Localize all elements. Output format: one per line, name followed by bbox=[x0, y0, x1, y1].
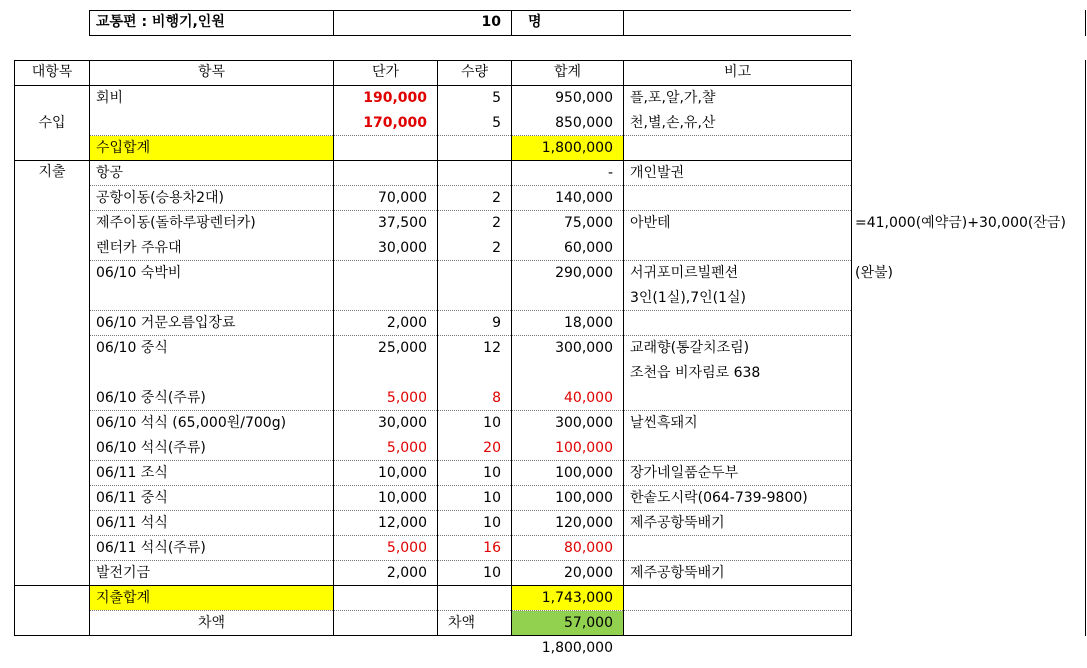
expense-total: 100,000 bbox=[555, 490, 613, 506]
expense-qty: 9 bbox=[492, 315, 501, 331]
expense-note: 한솥도시락(064-739-9800) bbox=[630, 490, 808, 506]
income-price: 170,000 bbox=[363, 115, 427, 131]
expense-price: 2,000 bbox=[386, 315, 427, 331]
col-header-total: 합계 bbox=[553, 64, 582, 80]
income-total: 850,000 bbox=[555, 115, 613, 131]
income-qty: 5 bbox=[492, 90, 501, 106]
expense-note bbox=[624, 311, 851, 336]
category-income: 수입 bbox=[38, 115, 66, 131]
expense-total: 40,000 bbox=[564, 390, 613, 406]
expense-item: 렌터카 주유대 bbox=[96, 240, 182, 256]
expense-qty: 12 bbox=[483, 340, 501, 356]
income-qty: 5 bbox=[492, 115, 501, 131]
expense-qty: 10 bbox=[483, 515, 501, 531]
expense-price: 10,000 bbox=[378, 465, 427, 481]
expense-total: 100,000 bbox=[555, 465, 613, 481]
expense-qty: 10 bbox=[483, 565, 501, 581]
expense-price bbox=[334, 261, 437, 286]
expense-total: 18,000 bbox=[564, 315, 613, 331]
expense-note: 날씬흑돼지 bbox=[630, 415, 698, 431]
people-count: 10 bbox=[481, 14, 501, 30]
expense-note: 제주공항뚝배기 bbox=[630, 565, 725, 581]
expense-qty: 2 bbox=[492, 240, 501, 256]
expense-item: 06/10 숙박비 bbox=[96, 265, 182, 281]
expense-item: 발전기금 bbox=[96, 565, 151, 581]
expense-note bbox=[624, 386, 851, 411]
income-note: 플,포,알,가,챨 bbox=[630, 90, 716, 106]
expense-extra-note: (완불) bbox=[855, 265, 893, 281]
expense-subtotal-value: 1,743,000 bbox=[541, 590, 613, 606]
expense-qty: 10 bbox=[483, 415, 501, 431]
expense-total: 80,000 bbox=[564, 540, 613, 556]
expense-price: 5,000 bbox=[386, 440, 427, 456]
expense-price: 5,000 bbox=[386, 390, 427, 406]
expense-qty: 2 bbox=[492, 215, 501, 231]
expense-qty: 10 bbox=[483, 465, 501, 481]
expense-total: 290,000 bbox=[555, 265, 613, 281]
income-price: 190,000 bbox=[363, 90, 427, 106]
expense-qty: 20 bbox=[483, 440, 501, 456]
expense-note-line2: 조천읍 비자림로 638 bbox=[630, 365, 761, 381]
expense-qty: 2 bbox=[492, 190, 501, 206]
expense-price: 12,000 bbox=[378, 515, 427, 531]
expense-note: 장가네일품순두부 bbox=[630, 465, 739, 481]
expense-total: 20,000 bbox=[564, 565, 613, 581]
expense-note: 아반테 bbox=[630, 215, 671, 231]
col-header-qty: 수량 bbox=[460, 64, 489, 80]
expense-item: 제주이동(돌하루팡렌터카) bbox=[96, 215, 256, 231]
people-unit: 명 bbox=[528, 14, 542, 30]
expense-note: 교래향(통갈치조림) bbox=[630, 340, 750, 356]
income-item bbox=[90, 111, 333, 136]
expense-note: 제주공항뚝배기 bbox=[630, 515, 725, 531]
expense-note bbox=[624, 436, 851, 461]
expense-qty: 10 bbox=[483, 490, 501, 506]
income-total: 950,000 bbox=[555, 90, 613, 106]
expense-price: 37,500 bbox=[378, 215, 427, 231]
expense-note: 서귀포미르빌펜션 bbox=[630, 265, 739, 281]
income-note: 천,별,손,유,산 bbox=[630, 115, 716, 131]
expense-item: 06/11 석식(주류) bbox=[96, 540, 206, 556]
income-subtotal-value: 1,800,000 bbox=[541, 140, 613, 156]
col-header-note: 비고 bbox=[723, 64, 752, 80]
expense-item: 06/11 중식 bbox=[96, 490, 168, 506]
expense-note-line2: 3인(1실),7인(1실) bbox=[630, 290, 747, 306]
expense-extra-note: =41,000(예약금)+30,000(잔금) bbox=[855, 215, 1066, 231]
expense-qty: 8 bbox=[492, 390, 501, 406]
expense-item: 공항이동(승용차2대) bbox=[96, 190, 225, 206]
category-expense: 지출 bbox=[38, 164, 66, 180]
expense-total: 140,000 bbox=[555, 190, 613, 206]
expense-note bbox=[624, 236, 851, 261]
expense-item: 항공 bbox=[96, 165, 124, 181]
footer-total: 1,800,000 bbox=[541, 640, 613, 656]
expense-subtotal-label: 지출합계 bbox=[96, 590, 151, 606]
income-item: 회비 bbox=[96, 90, 124, 106]
expense-item: 06/10 석식(주류) bbox=[96, 440, 206, 456]
expense-price: 2,000 bbox=[386, 565, 427, 581]
expense-price: 70,000 bbox=[378, 190, 427, 206]
expense-note bbox=[624, 536, 851, 561]
expense-price bbox=[334, 161, 437, 186]
expense-qty bbox=[438, 161, 511, 186]
expense-total: 300,000 bbox=[555, 415, 613, 431]
expense-qty: 16 bbox=[483, 540, 501, 556]
expense-total: - bbox=[607, 165, 613, 181]
diff-label-item: 차액 bbox=[197, 615, 226, 631]
expense-price: 30,000 bbox=[378, 415, 427, 431]
expense-total: 300,000 bbox=[555, 340, 613, 356]
expense-total: 100,000 bbox=[555, 440, 613, 456]
expense-item: 06/10 중식 bbox=[96, 340, 168, 356]
expense-total: 120,000 bbox=[555, 515, 613, 531]
col-header-category: 대항목 bbox=[31, 64, 73, 80]
expense-total: 75,000 bbox=[564, 215, 613, 231]
expense-price: 5,000 bbox=[386, 540, 427, 556]
expense-item: 06/11 석식 bbox=[96, 515, 168, 531]
diff-value: 57,000 bbox=[564, 615, 613, 631]
expense-item: 06/10 거문오름입장료 bbox=[96, 315, 236, 331]
expense-item: 06/11 조식 bbox=[96, 465, 168, 481]
expense-item: 06/10 중식(주류) bbox=[96, 390, 206, 406]
col-header-price: 단가 bbox=[371, 64, 400, 80]
expense-price: 30,000 bbox=[378, 240, 427, 256]
expense-note: 개인발권 bbox=[630, 165, 685, 181]
diff-label-qty: 차액 bbox=[448, 615, 476, 631]
expense-item: 06/10 석식 (65,000원/700g) bbox=[96, 415, 287, 431]
trip-title: 교통편 : 비행기,인원 bbox=[96, 14, 225, 30]
income-subtotal-label: 수입합계 bbox=[96, 140, 151, 156]
expense-note bbox=[624, 186, 851, 211]
expense-qty bbox=[438, 261, 511, 286]
expense-total: 60,000 bbox=[564, 240, 613, 256]
expense-price: 25,000 bbox=[378, 340, 427, 356]
expense-price: 10,000 bbox=[378, 490, 427, 506]
col-header-item: 항목 bbox=[197, 64, 226, 80]
